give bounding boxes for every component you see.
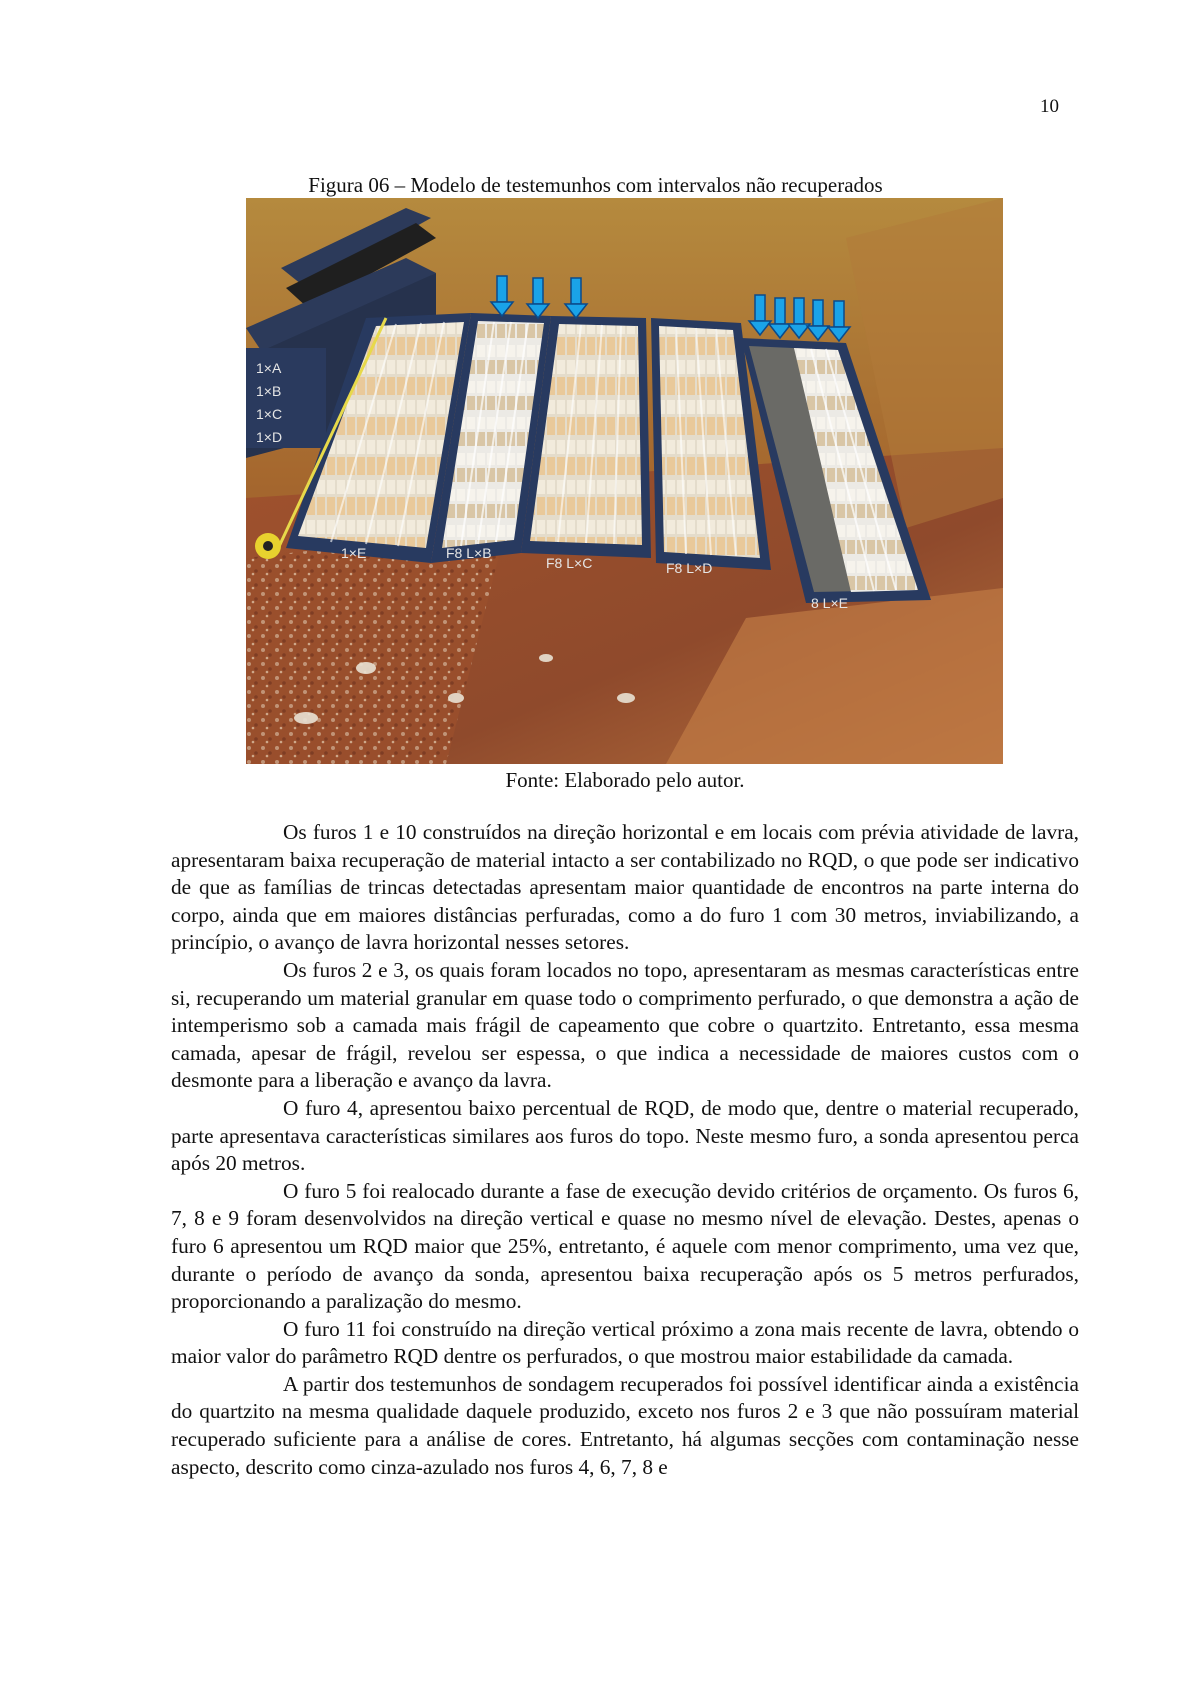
box-label: F8 L×D: [666, 560, 713, 576]
paragraph: O furo 4, apresentou baixo percentual de RQD, de modo que, dentre o material recuperado, parte apresentava características similares aos furos do topo. Neste mesmo furo, a sonda apresentou perca após 20 metros.: [171, 1095, 1079, 1176]
figure-source: Fonte: Elaborado pelo autor.: [505, 768, 745, 792]
box-label: 1×D: [256, 429, 283, 445]
core-boxes-photo: [246, 198, 1003, 764]
page-number: 10: [1040, 96, 1059, 117]
box-label: 1×C: [256, 406, 283, 422]
box-label: 8 L×E: [811, 595, 848, 611]
paragraph: Os furos 1 e 10 construídos na direção horizontal e em locais com prévia atividade de lavra, apresentaram baixa recuperação de material intacto a ser contabilizado no RQD, o que pode ser indicativo de que as famílias de trincas detectadas apresentam maior quantidade de encontros na parte interna do corpo, ainda que em maiores distâncias perfuradas, como a do furo 1 com 30 metros, inviabilizando, a princípio, o avanço de lavra horizontal nesses setores.: [171, 820, 1079, 955]
paragraph: O furo 11 foi construído na direção vertical próximo a zona mais recente de lavra, obtendo o maior valor do parâmetro RQD dentre os perfurados, o que mostrou maior estabilidade da camada.: [171, 1316, 1079, 1369]
body-text: [171, 819, 1079, 1481]
box-label: F8 L×C: [546, 555, 593, 571]
core-boxes-illustration: [246, 198, 1003, 764]
box-label: 1×A: [256, 360, 282, 376]
box-label: 1×B: [256, 383, 282, 399]
paragraph: O furo 5 foi realocado durante a fase de execução devido critérios de orçamento. Os furos 6, 7, 8 e 9 foram desenvolvidos na direção vertical e quase no mesmo nível de elevação. Destes, apenas o furo 6 apresentou um RQD maior que 25%, entretanto, é aquele com menor comprimento, uma vez que, durante o período de avanço da sonda, apresentou baixa recuperação após os 5 metros perfurados, proporcionando a paralização do mesmo.: [171, 1178, 1079, 1314]
paragraph: A partir dos testemunhos de sondagem recuperados foi possível identificar ainda a existência do quartzito na mesma qualidade daquele produzido, exceto nos furos 2 e 3 que não possuíram material recuperado suficiente para a análise de cores. Entretanto, há algumas secções com contaminação nesse aspecto, descrito como cinza-azulado nos furos 4, 6, 7, 8 e: [171, 1371, 1079, 1479]
paragraph: Os furos 2 e 3, os quais foram locados no topo, apresentaram as mesmas características entre si, recuperando um material granular em quase todo o comprimento perfurado, o que demonstra a ação de intemperismo sob a camada mais frágil de capeamento que cobre o quartzito. Entretanto, essa mesma camada, apesar de frágil, revelou ser espessa, o que indica a necessidade de maiores custos com o desmonte para a liberação e avanço da lavra.: [171, 957, 1079, 1093]
figure-caption: Figura 06 – Modelo de testemunhos com intervalos não recuperados: [308, 173, 883, 197]
box-label: 1×E: [341, 545, 367, 561]
box-label: F8 L×B: [446, 545, 492, 561]
